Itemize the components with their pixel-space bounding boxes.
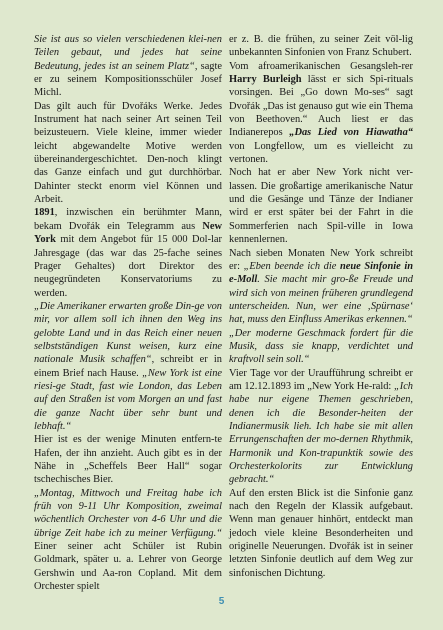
paragraph (229, 60, 413, 167)
text-run: , sagte er zu seinem Kompositionsschüler Josef Michl. (34, 60, 223, 99)
text-run: Nach sieben Monaten New York schreibt er: (229, 247, 413, 272)
paragraph (229, 327, 413, 367)
text-run: Noch hat er aber New York nicht ver-lassen. Die großartige amerikanische Natur und die Gesänge und Tänze der Indianer wird er erst später bei der Fahrt in die Sommerferien nach Spil-ville in Iowa kennenlernen. (229, 167, 413, 246)
paragraph (229, 33, 413, 60)
text-run: Das gilt auch für Dvořáks Werke. Jedes Instrument hat nach seiner Art seinen Teil beizusteuern. Viele kleine, immer wieder leicht abgewandelte Motive werden übereinandergeschichtet. Den-noch klingt das Ganze einfach und gut durchhörbar. Dahinter steckt enorm viel Können und Arbeit. (34, 100, 222, 206)
text-run: „Die Amerikaner erwarten große Din-ge von mir, vor allem soll ich ihnen den Weg ins gelobte Land und in das Reich einer neuen selbstständigen Kunst weisen, kurz eine nationale Musik schaffen“ (34, 300, 222, 366)
text-run: Auf den ersten Blick ist die Sinfonie ganz nach den Regeln der Klassik aufgebaut. Wenn man genauer hinhört, entdeckt man jedoch viele kleine Besonderheiten und originelle Neuerungen. Dvořák ist in seiner letzten Sinfonie deutlich auf dem Weg zur sinfonischen Dichtung. (229, 487, 413, 579)
paragraph (34, 100, 222, 207)
paragraph (34, 33, 222, 100)
text-run: Hier ist es der wenige Minuten entfern-te Hafen, der ihn anzieht. Auch gibt es in der Nähe in „Scheffels Beer Hall“ sogar tschechisches Bier. (34, 434, 222, 486)
paragraph (34, 433, 222, 486)
text-run: 1891 (34, 207, 55, 219)
paragraph (34, 206, 222, 299)
text-run: „New York ist eine riesi-ge Stadt, fast wie London, das Leben auf den Straßen ist vom Morgen an und fast die ganze Nacht über sehr bunt und lebhaft.“ (34, 367, 222, 432)
left-text-column (34, 33, 222, 593)
text-run: „Das Lied von Hiawatha“ (289, 127, 413, 139)
text-run: „Montag, Mittwoch und Freitag habe ich früh von 9-11 Uhr Komposition, zweimal wöchentlich Orchester von 4-6 Uhr und die übrige Zeit habe ich zu meiner Verfügung.“ (34, 487, 222, 539)
paragraph (229, 247, 413, 327)
text-run: neue Sinfonie in e-Moll (229, 260, 413, 286)
text-run: Harry Burleigh (229, 74, 302, 86)
paragraph (229, 487, 413, 580)
text-run: Vier Tage vor der Uraufführung schreibt er am 12.12.1893 im „New York He-rald: (229, 367, 413, 392)
text-run: , schreibt er in einem Brief nach Hause. (34, 354, 223, 379)
text-run: er z. B. die frühen, zu seiner Zeit völ-lig unbekannten Sinfonien von Franz Schubert. (229, 34, 413, 59)
text-run: Vom afroamerikanischen Gesangsleh-rer (229, 60, 413, 72)
right-text-column (229, 33, 413, 580)
text-run: lässt er sich Spi-rituals vorsingen. Bei „Go down Mo-ses“ sagt Dvořák „Das ist genauso gut wie ein Thema von Beethoven.“ Auch liest er das Indianerepos (229, 74, 413, 139)
text-run: „Der moderne Geschmack fordert für die Musik, dass sie knapp, verdichtet und kraftvoll sein soll.“ (229, 327, 413, 366)
text-run: „Ich habe nur eigene Themen geschrieben, denen ich die Besonder-heiten der Indianermusik lieh. Ich habe sie mit allen Errungenschaften der mo-dernen Rhythmik, Harmonik und Kon-trapunktik sowie des Orchesterkolorits zur Entwicklung gebracht.“ (229, 380, 413, 486)
text-run: Sie ist aus so vielen verschiedenen klei-nen Teilen gebaut, und jedes hat seine Bedeutung, jedes ist an seinem Platz“ (34, 34, 222, 72)
text-run: . Sie macht mir gro-ße Freude und wird sich von meinen früheren grundlegend unterscheiden. Nun, wer eine ‚Spürnase‘ hat, muss den Einfluss Amerikas erkennen.“ (229, 274, 413, 326)
page-number: 5 (218, 596, 225, 607)
text-run: New York (34, 220, 222, 246)
text-run: „Eben beende ich die (243, 260, 340, 272)
paragraph (34, 300, 222, 433)
text-run: von Longfellow, um es vielleicht zu vertonen. (229, 140, 413, 166)
text-run: , inzwischen ein berühmter Mann, bekam Dvořák ein Telegramm aus (34, 207, 222, 232)
text-run: Einer seiner acht Schüler ist Rubin Goldmark, später u. a. Lehrer von George Gershwin und Aa-ron Copland. Mit dem Orchester spielt (34, 541, 222, 593)
text-run: mit dem Angebot für 15 000 Dol-lar Jahresgage (das war das 25-fache seines Prager Gehaltes) dort Direktor des neugegründeten Konservatoriums zu werden. (34, 234, 222, 299)
paragraph (229, 166, 413, 246)
paragraph (229, 367, 413, 487)
paragraph (34, 487, 222, 594)
